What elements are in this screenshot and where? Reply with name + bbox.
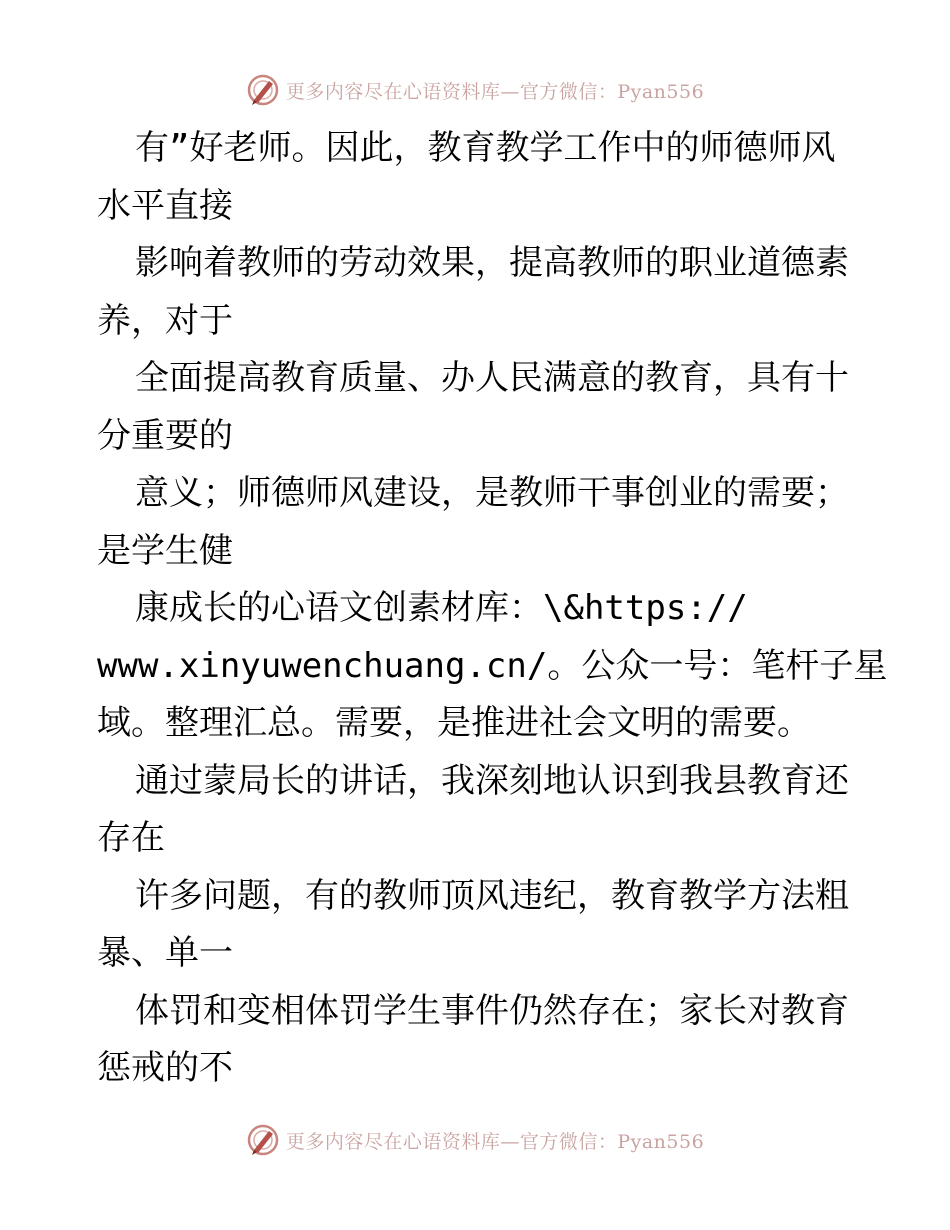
text-line: 体罚和变相体罚学生事件仍然存在；家长对教育 bbox=[135, 990, 849, 1031]
footer-watermark-text: 更多内容尽在心语资料库—官方微信：Pyan556 bbox=[285, 1130, 705, 1153]
text-line: 惩戒的不 bbox=[97, 1048, 233, 1088]
text-line: 许多问题，有的教师顶风违纪，教育教学方法粗 bbox=[135, 875, 849, 916]
text-line: 是学生健 bbox=[97, 530, 233, 571]
text-line: 全面提高教育质量、办人民满意的教育，具有十 bbox=[135, 358, 849, 398]
text-line: 域。整理汇总。需要，是推进社会文明的需要。 bbox=[97, 703, 811, 743]
header-watermark-text: 更多内容尽在心语资料库—官方微信：Pyan556 bbox=[285, 80, 705, 103]
pen-seal-logo-icon bbox=[246, 73, 280, 107]
text-line: www.xinyuwenchuang.cn/。公众一号：笔杆子星 bbox=[97, 645, 888, 686]
text-line: 暴、单一 bbox=[97, 933, 233, 973]
text-line: 通过蒙局长的讲话，我深刻地认识到我县教育还 bbox=[135, 760, 849, 801]
footer-watermark-banner bbox=[0, 1120, 950, 1160]
text-line: 养，对于 bbox=[97, 300, 233, 341]
header-watermark-banner bbox=[0, 70, 950, 110]
pen-seal-logo-icon bbox=[246, 1123, 280, 1157]
text-line: 有”好老师。因此，教育教学工作中的师德师风 bbox=[135, 128, 836, 168]
text-line: 水平直接 bbox=[97, 185, 233, 226]
text-line: 影响着教师的劳动效果，提高教师的职业道德素 bbox=[135, 243, 849, 283]
text-line: 康成长的心语文创素材库：\&https:// bbox=[135, 588, 748, 628]
footer-watermark-inner bbox=[246, 1123, 704, 1157]
text-line: 存在 bbox=[97, 818, 165, 858]
text-line: 意义；师德师风建设，是教师干事创业的需要； bbox=[135, 473, 849, 513]
header-watermark-inner bbox=[246, 73, 704, 107]
text-line: 分重要的 bbox=[97, 415, 233, 456]
body-text-block bbox=[97, 120, 888, 1098]
